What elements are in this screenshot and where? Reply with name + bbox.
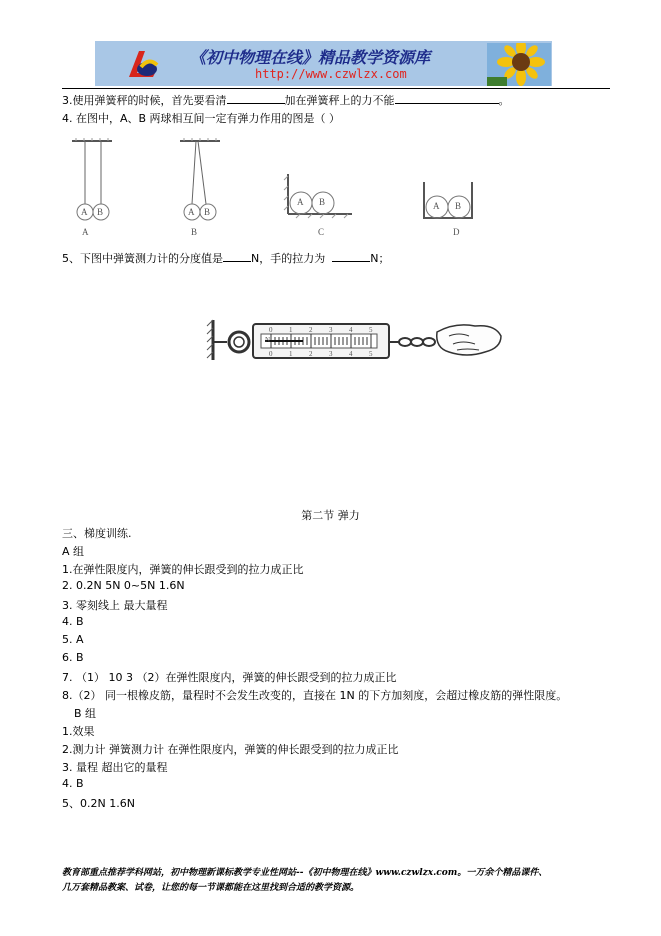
- answer-line: 5. A: [62, 633, 84, 646]
- scale-tick-label: 3: [329, 350, 333, 358]
- figure-a: [72, 138, 112, 220]
- question-5: [62, 250, 389, 266]
- footer-line-2: 几万套精品教案、试卷，让您的每一节课都能在这里找到合适的教学资源。: [62, 883, 360, 893]
- question-5-text-c: N；: [370, 252, 390, 265]
- question-3-text-b: 加在弹簧秤上的力不能: [284, 94, 395, 107]
- scale-tick-label: 5: [369, 350, 373, 358]
- section-title: 第二节 弹力: [301, 509, 360, 522]
- answer-blank[interactable]: [227, 93, 285, 104]
- answer-line: 8.（2） 同一根橡皮筋，量程时不会发生改变的，直接在 1N 的下方加刻度，会超过橡皮筋的弹性限度。: [62, 689, 568, 702]
- scale-tick-label: 2: [309, 326, 313, 334]
- answer-blank[interactable]: [223, 251, 251, 262]
- figure-label-a: A: [82, 227, 89, 237]
- question-3-text-c: 。: [498, 94, 510, 107]
- ball-label-b: B: [319, 197, 326, 207]
- answer-line: 5、0.2N 1.6N: [62, 797, 135, 810]
- spring-scale-figure: [205, 318, 505, 362]
- scale-tick-label: 5: [369, 326, 373, 334]
- ball-label-b: B: [455, 201, 462, 211]
- logo-icon: [125, 47, 161, 81]
- figure-c: [284, 174, 352, 218]
- scale-tick-label: 4: [349, 350, 353, 358]
- scale-tick-label: 1: [289, 326, 293, 334]
- group-b-label: B 组: [74, 707, 97, 720]
- question-3: [62, 92, 510, 108]
- answer-line: 6. B: [62, 651, 84, 664]
- sunflower-icon: [487, 43, 551, 86]
- ball-label-b: B: [204, 207, 211, 217]
- answer-line: 3. 零刻线上 最大量程: [62, 599, 168, 612]
- scale-unit-label: N: [265, 336, 271, 344]
- question-3-text-a: 3.使用弹簧秤的时候，首先要看清: [62, 94, 227, 107]
- hand-icon: [437, 325, 501, 355]
- answer-line: 2.测力计 弹簧测力计 在弹性限度内，弹簧的伸长跟受到的拉力成正比: [62, 743, 399, 756]
- ball-label-b: B: [97, 207, 104, 217]
- answer-line: 4. B: [62, 615, 84, 628]
- scale-tick-label: 3: [329, 326, 333, 334]
- question-4: 4. 在图中，A、B 两球相互间一定有弹力作用的图是（ ）: [62, 112, 341, 125]
- figure-label-d: D: [453, 227, 460, 237]
- question-4-figures: [68, 138, 488, 242]
- answer-line: 7. （1） 10 3 （2）在弹性限度内，弹簧的伸长跟受到的拉力成正比: [62, 671, 397, 684]
- answer-line: 3. 量程 超出它的量程: [62, 761, 168, 774]
- question-5-text-b: N，手的拉力为: [251, 252, 326, 265]
- answer-line: 2. 0.2N 5N 0~5N 1.6N: [62, 579, 185, 592]
- header-banner: [95, 41, 552, 86]
- figure-d: [424, 182, 472, 218]
- ball-label-a: A: [433, 201, 440, 211]
- answer-line: 1.效果: [62, 725, 95, 738]
- banner-title: 《初中物理在线》精品教学资源库: [190, 48, 431, 67]
- scale-tick-label: 0: [269, 350, 273, 358]
- answer-blank[interactable]: [395, 93, 499, 104]
- footer-line-1: 教育部重点推荐学科网站，初中物理新课标教学专业性网站--《初中物理在线》www.czwlzx.com。一万余个精品课件、: [62, 868, 548, 878]
- figure-label-c: C: [318, 227, 325, 237]
- scale-tick-label: 0: [269, 326, 273, 334]
- question-5-text-a: 5、下图中弹簧测力计的分度值是: [62, 252, 223, 265]
- scale-tick-label: 1: [289, 350, 293, 358]
- answer-line: 4. B: [62, 777, 84, 790]
- scale-tick-label: 2: [309, 350, 313, 358]
- header-rule: [62, 88, 610, 89]
- ball-label-a: A: [188, 207, 195, 217]
- banner-url: http://www.czwlzx.com: [255, 67, 407, 81]
- answer-blank[interactable]: [332, 251, 370, 262]
- group-a-label: A 组: [62, 545, 85, 558]
- answers-heading: 三、梯度训练.: [62, 527, 132, 540]
- scale-tick-label: 4: [349, 326, 353, 334]
- figure-b: [180, 138, 220, 220]
- answer-line: 1.在弹性限度内，弹簧的伸长跟受到的拉力成正比: [62, 563, 304, 576]
- figure-label-b: B: [191, 227, 198, 237]
- ball-label-a: A: [81, 207, 88, 217]
- ball-label-a: A: [297, 197, 304, 207]
